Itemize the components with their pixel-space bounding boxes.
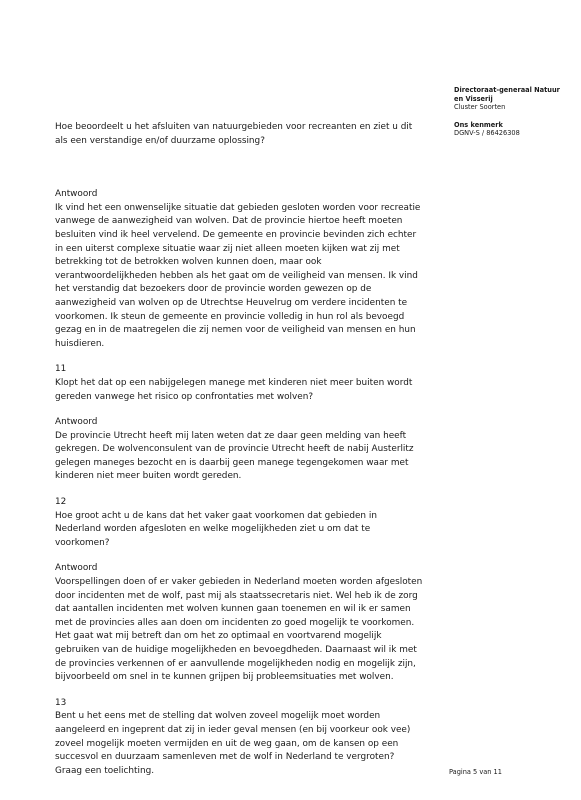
text-line: Antwoord	[55, 417, 98, 428]
text-line: voorkomen?	[55, 537, 110, 548]
text-line: 12	[55, 497, 67, 508]
text-line: Voorspellingen doen of er vaker gebieden in Nederland moeten worden afgesloten	[55, 577, 423, 588]
text-line: in een uiterst complexe situatie waar zij niet alleen moeten kijken wat zij met	[55, 243, 400, 254]
paragraph-a-11	[55, 416, 450, 484]
text-line: 13	[55, 697, 67, 708]
text-line: Klopt het dat op een nabijgelegen manege met kinderen niet meer buiten wordt	[55, 377, 413, 388]
kenmerk-label: Ons kenmerk	[454, 120, 503, 129]
text-line: aanwezigheid van wolven op de Utrechtse Heuvelrug om verdere incidenten te	[55, 297, 408, 308]
text-line: met de provincies alles aan doen om incidenten zo goed mogelijk te voorkomen.	[55, 617, 415, 628]
text-line: succesvol en duurzaam samenleven met de wolf in Nederland te vergroten?	[55, 752, 395, 763]
text-line: gelegen maneges bezocht en is daarbij geen manege tegengekomen waar met	[55, 457, 409, 468]
text-line: Het gaat wat mij betreft dan om het zo optimaal en voortvarend mogelijk	[55, 631, 382, 642]
document-body	[55, 121, 450, 778]
text-line: Hoe beoordeelt u het afsluiten van natuurgebieden voor recreanten en ziet u dit	[55, 122, 413, 132]
cluster-name: Cluster Soorten	[454, 103, 506, 112]
page-number: Pagina 5 van 11	[449, 768, 502, 776]
text-line: De provincie Utrecht heeft mij laten weten dat ze daar geen melding van heeft	[55, 430, 407, 441]
text-line: als een verstandige en/of duurzame oplossing?	[55, 135, 265, 146]
text-line: het verstandig dat bezoekers door de provincie worden gewezen op de	[55, 284, 372, 295]
text-line: bijvoorbeeld om snel in te kunnen grijpen bij probleemsituaties met wolven.	[55, 672, 394, 683]
text-line: gereden vanwege het risico op confrontaties met wolven?	[55, 391, 314, 402]
paragraph-a-10	[55, 188, 450, 351]
text-line: Ik vind het een onwenselijke situatie dat gebieden gesloten worden voor recreatie	[55, 202, 421, 213]
kenmerk-value: DGNV-S / 86426308	[454, 129, 520, 138]
paragraph-q-13	[55, 697, 450, 779]
text-line: Antwoord	[55, 189, 98, 200]
text-line: betrekking tot de betrokken wolven kunnen doen, maar ook	[55, 257, 322, 268]
text-line: Bent u het eens met de stelling dat wolven zoveel mogelijk moet worden	[55, 711, 381, 722]
text-line: vanwege de aanwezigheid van wolven. Dat de provincie hiertoe heeft moeten	[55, 216, 403, 227]
text-line: huisdieren.	[55, 338, 105, 349]
text-line: kinderen niet meer buiten wordt gereden.	[55, 471, 242, 482]
text-line: aangeleerd en ingeprent dat zij in ieder geval mensen (en bij voorkeur ook vee)	[55, 724, 411, 735]
org-name-line2: en Visserij	[454, 94, 493, 103]
text-line: gekregen. De wolvenconsulent van de provincie Utrecht heeft de nabij Austerlitz	[55, 444, 414, 455]
text-line: 11	[55, 364, 67, 375]
text-line: verantwoordelijkheden hebben als het gaat om de veiligheid van mensen. Ik vind	[55, 270, 418, 281]
text-line: besluiten vind ik heel vervelend. De gemeente en provincie bevinden zich echter	[55, 229, 417, 240]
text-line: de provincies verkennen of er aanvullende mogelijkheden nodig en mogelijk zijn,	[55, 658, 416, 669]
text-line: gebruiken van de huidige mogelijkheden en bevoegdheden. Daarnaast wil ik met	[55, 645, 417, 655]
paragraph-q-intro	[55, 121, 450, 148]
org-name-line1: Directoraat-generaal Natuur	[454, 86, 560, 94]
text-line: zoveel mogelijk moeten vermijden en uit de weg gaan, om de kansen op een	[55, 738, 399, 749]
text-line: Graag een toelichting.	[55, 765, 155, 776]
paragraph-a-12	[55, 562, 450, 684]
text-line: voorkomen. Ik steun de gemeente en provincie volledig in hun rol als bevoegd	[55, 311, 405, 322]
text-line: door incidenten met de wolf, past mij als staatssecretaris niet. Wel heb ik de zorg	[55, 590, 418, 601]
text-line: Antwoord	[55, 563, 98, 574]
text-line: gezag en in de maatregelen die zij nemen voor de veiligheid van mensen en hun	[55, 325, 416, 336]
sender-sidebar	[454, 86, 576, 138]
text-line: Hoe groot acht u de kans dat het vaker gaat voorkomen dat gebieden in	[55, 510, 377, 521]
paragraph-q-12	[55, 496, 450, 550]
text-line: Nederland worden afgesloten en welke mogelijkheden ziet u om dat te	[55, 524, 371, 535]
paragraph-q-11	[55, 363, 450, 404]
text-line: dat aantallen incidenten met wolven kunnen gaan toenemen en wil ik er samen	[55, 604, 411, 615]
